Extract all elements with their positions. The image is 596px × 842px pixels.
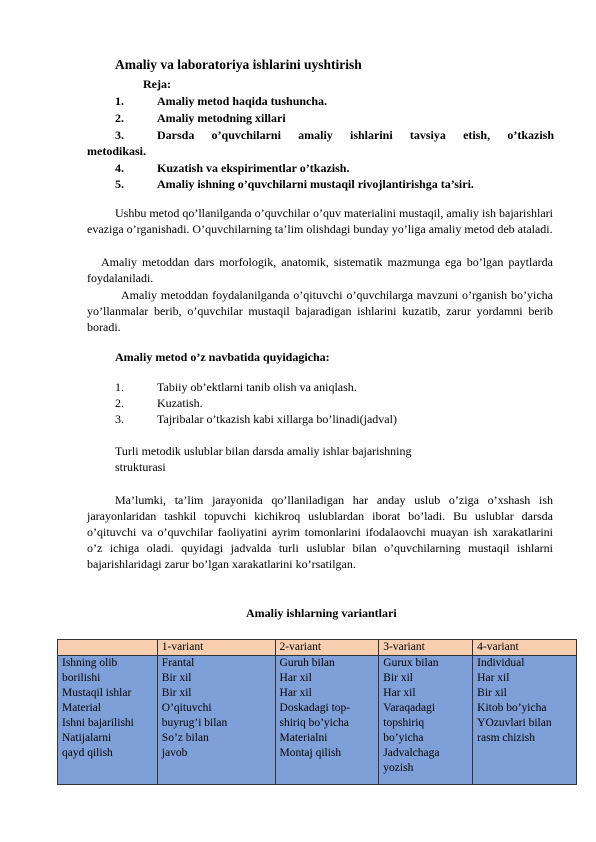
cell-line: topshiriq (383, 717, 425, 729)
table-cell (379, 656, 473, 785)
paragraph (87, 254, 553, 286)
cell-line: Har xil (383, 687, 416, 699)
plan-item-text: Kuzatish va ekspirimentlar o’tkazish. (157, 161, 350, 175)
structure-caption: strukturasi (115, 460, 166, 474)
cell-line: Bir xil (161, 672, 192, 684)
table-title: Amaliy ishlarning variantlari (246, 606, 397, 620)
list-item-text: Kuzatish. (157, 396, 203, 410)
cell-line: Bir xil (161, 687, 192, 699)
cell-line: Natijalarni (62, 732, 112, 744)
cell-line: Individual (477, 657, 525, 669)
variants-table (57, 639, 577, 785)
cell-line: Ishning olib (62, 657, 118, 669)
cell-line: yozish (383, 762, 414, 774)
cell-line: Material (62, 702, 101, 714)
plan-item-text: Amaliy metodning xillari (157, 111, 286, 125)
cell-line: bo’yicha (383, 732, 424, 744)
cell-line: Kitob bo’yicha (477, 702, 547, 714)
cell-line: Jadvalchaga (383, 747, 440, 759)
plan-item-number: 4. (115, 161, 124, 175)
cell-line: Materialni (279, 732, 328, 744)
table-cell (157, 656, 275, 785)
document-title: Amaliy va laboratoriya ishlarini uyshtirish (115, 57, 362, 72)
plan-item-continuation: metodikasi. (87, 144, 147, 158)
paragraph (87, 287, 553, 335)
cell-line: Montaj qilish (279, 747, 342, 759)
cell-line: Varaqadagi (383, 702, 436, 714)
cell-line: Ishni bajarilishi (62, 717, 134, 729)
table-row (58, 656, 577, 785)
table-cell (58, 656, 158, 785)
cell-line: Doskadagi top- (279, 702, 351, 714)
plan-item-text: Darsda o’quvchilarni amaliy ishlarini tavsiya etish, o’tkazish (157, 128, 554, 142)
cell-line: Gurux bilan (383, 657, 439, 669)
paragraph-text: Ushbu metod qo’llanilganda o’quvchilar o’quv materialini mustaqil, amaliy ish bajarishlari evaziga o’rganishadi. O’quvchilarning ta’lim olishdagi bunday yo’liga amaliy metod deb ataladi. (87, 206, 553, 236)
cell-line: Frantal (161, 657, 195, 669)
paragraph (87, 492, 553, 572)
table-cell (473, 656, 577, 785)
table-header-cell: 3-variant (379, 640, 473, 656)
cell-line: javob (161, 747, 188, 759)
list-item-number: 3. (115, 412, 124, 426)
cell-line: buyrug’i bilan (161, 717, 228, 729)
table-header-cell (58, 640, 158, 656)
list-item-number: 1. (115, 380, 124, 394)
plan-item-text: Amaliy metod haqida tushuncha. (157, 94, 328, 108)
plan-item-number: 2. (115, 111, 124, 125)
cell-line: borilishi (62, 672, 101, 684)
table-header-cell: 1-variant (157, 640, 275, 656)
paragraph-text: Amaliy metoddan dars morfologik, anatomik, sistematik mazmunga ega bo’lgan paytlarda foydalaniladi. (87, 255, 553, 285)
cell-line: O’qituvchi (161, 702, 212, 714)
paragraph-text: Amaliy metoddan foydalanilganda o’qituvchi o’quvchilarga mavzuni o’rganish bo’yicha yo’llanmalar berib, o’quvchilar mustaqil bajaradigan ishlarini kuzatib, zarur yordamni berib boradi. (87, 288, 553, 334)
plan-item-text: Amaliy ishning o’quvchilarni mustaqil rivojlantirishga ta’siri. (157, 177, 474, 191)
table-cell (275, 656, 379, 785)
list-item-text: Tajribalar o’tkazish kabi xillarga bo’linadi(jadval) (157, 412, 397, 426)
paragraph (87, 205, 553, 237)
cell-line: qayd qilish (62, 747, 113, 759)
cell-line: Har xil (279, 672, 312, 684)
plan-item-number: 5. (115, 177, 124, 191)
cell-line: YOzuvlari bilan (477, 717, 552, 729)
cell-line: Bir xil (477, 687, 507, 699)
cell-line: rasm chizish (477, 732, 535, 744)
cell-line: Mustaqil ishlar (62, 687, 132, 699)
cell-line: So’z bilan (161, 732, 209, 744)
plan-item-number: 3. (115, 128, 124, 142)
section-heading: Amaliy metod o’z navbatida quyidagicha: (115, 350, 330, 364)
paragraph-text: Ma’lumki, ta’lim jarayonida qo’llaniladigan har anday uslub o’ziga o’xshash ish jarayonlaridan tashkil topuvchi kichikroq uslublardan iborat bo’ladi. Bu uslublar darsda o’qituvchi va o’quvchilar faoliyatini ayrim tomonlarini ifodalaovchi muayan ish xarakatlarini o’z ichiga oladi. quyidagi jadvalda turli uslublar bilan o’quvchilarning mustaqil ishlarni bajarishlaridagi zarur bo’lgan xarakatlarini ko’rsatilgan. (87, 493, 553, 571)
list-item-number: 2. (115, 396, 124, 410)
plan-label: Reja: (143, 77, 171, 91)
list-item-text: Tabiiy ob’ektlarni tanib olish va aniqlash. (157, 380, 357, 394)
cell-line: Bir xil (383, 672, 414, 684)
cell-line: shiriq bo’yicha (279, 717, 349, 729)
table-header-cell: 2-variant (275, 640, 379, 656)
cell-line: Har xil (477, 672, 510, 684)
table-header-cell: 4-variant (473, 640, 577, 656)
cell-line: Guruh bilan (279, 657, 335, 669)
table-header-row (58, 640, 577, 656)
structure-caption: Turli metodik uslublar bilan darsda amaliy ishlar bajarishning (115, 444, 412, 458)
plan-item-number: 1. (115, 94, 124, 108)
cell-line: Har xil (279, 687, 312, 699)
